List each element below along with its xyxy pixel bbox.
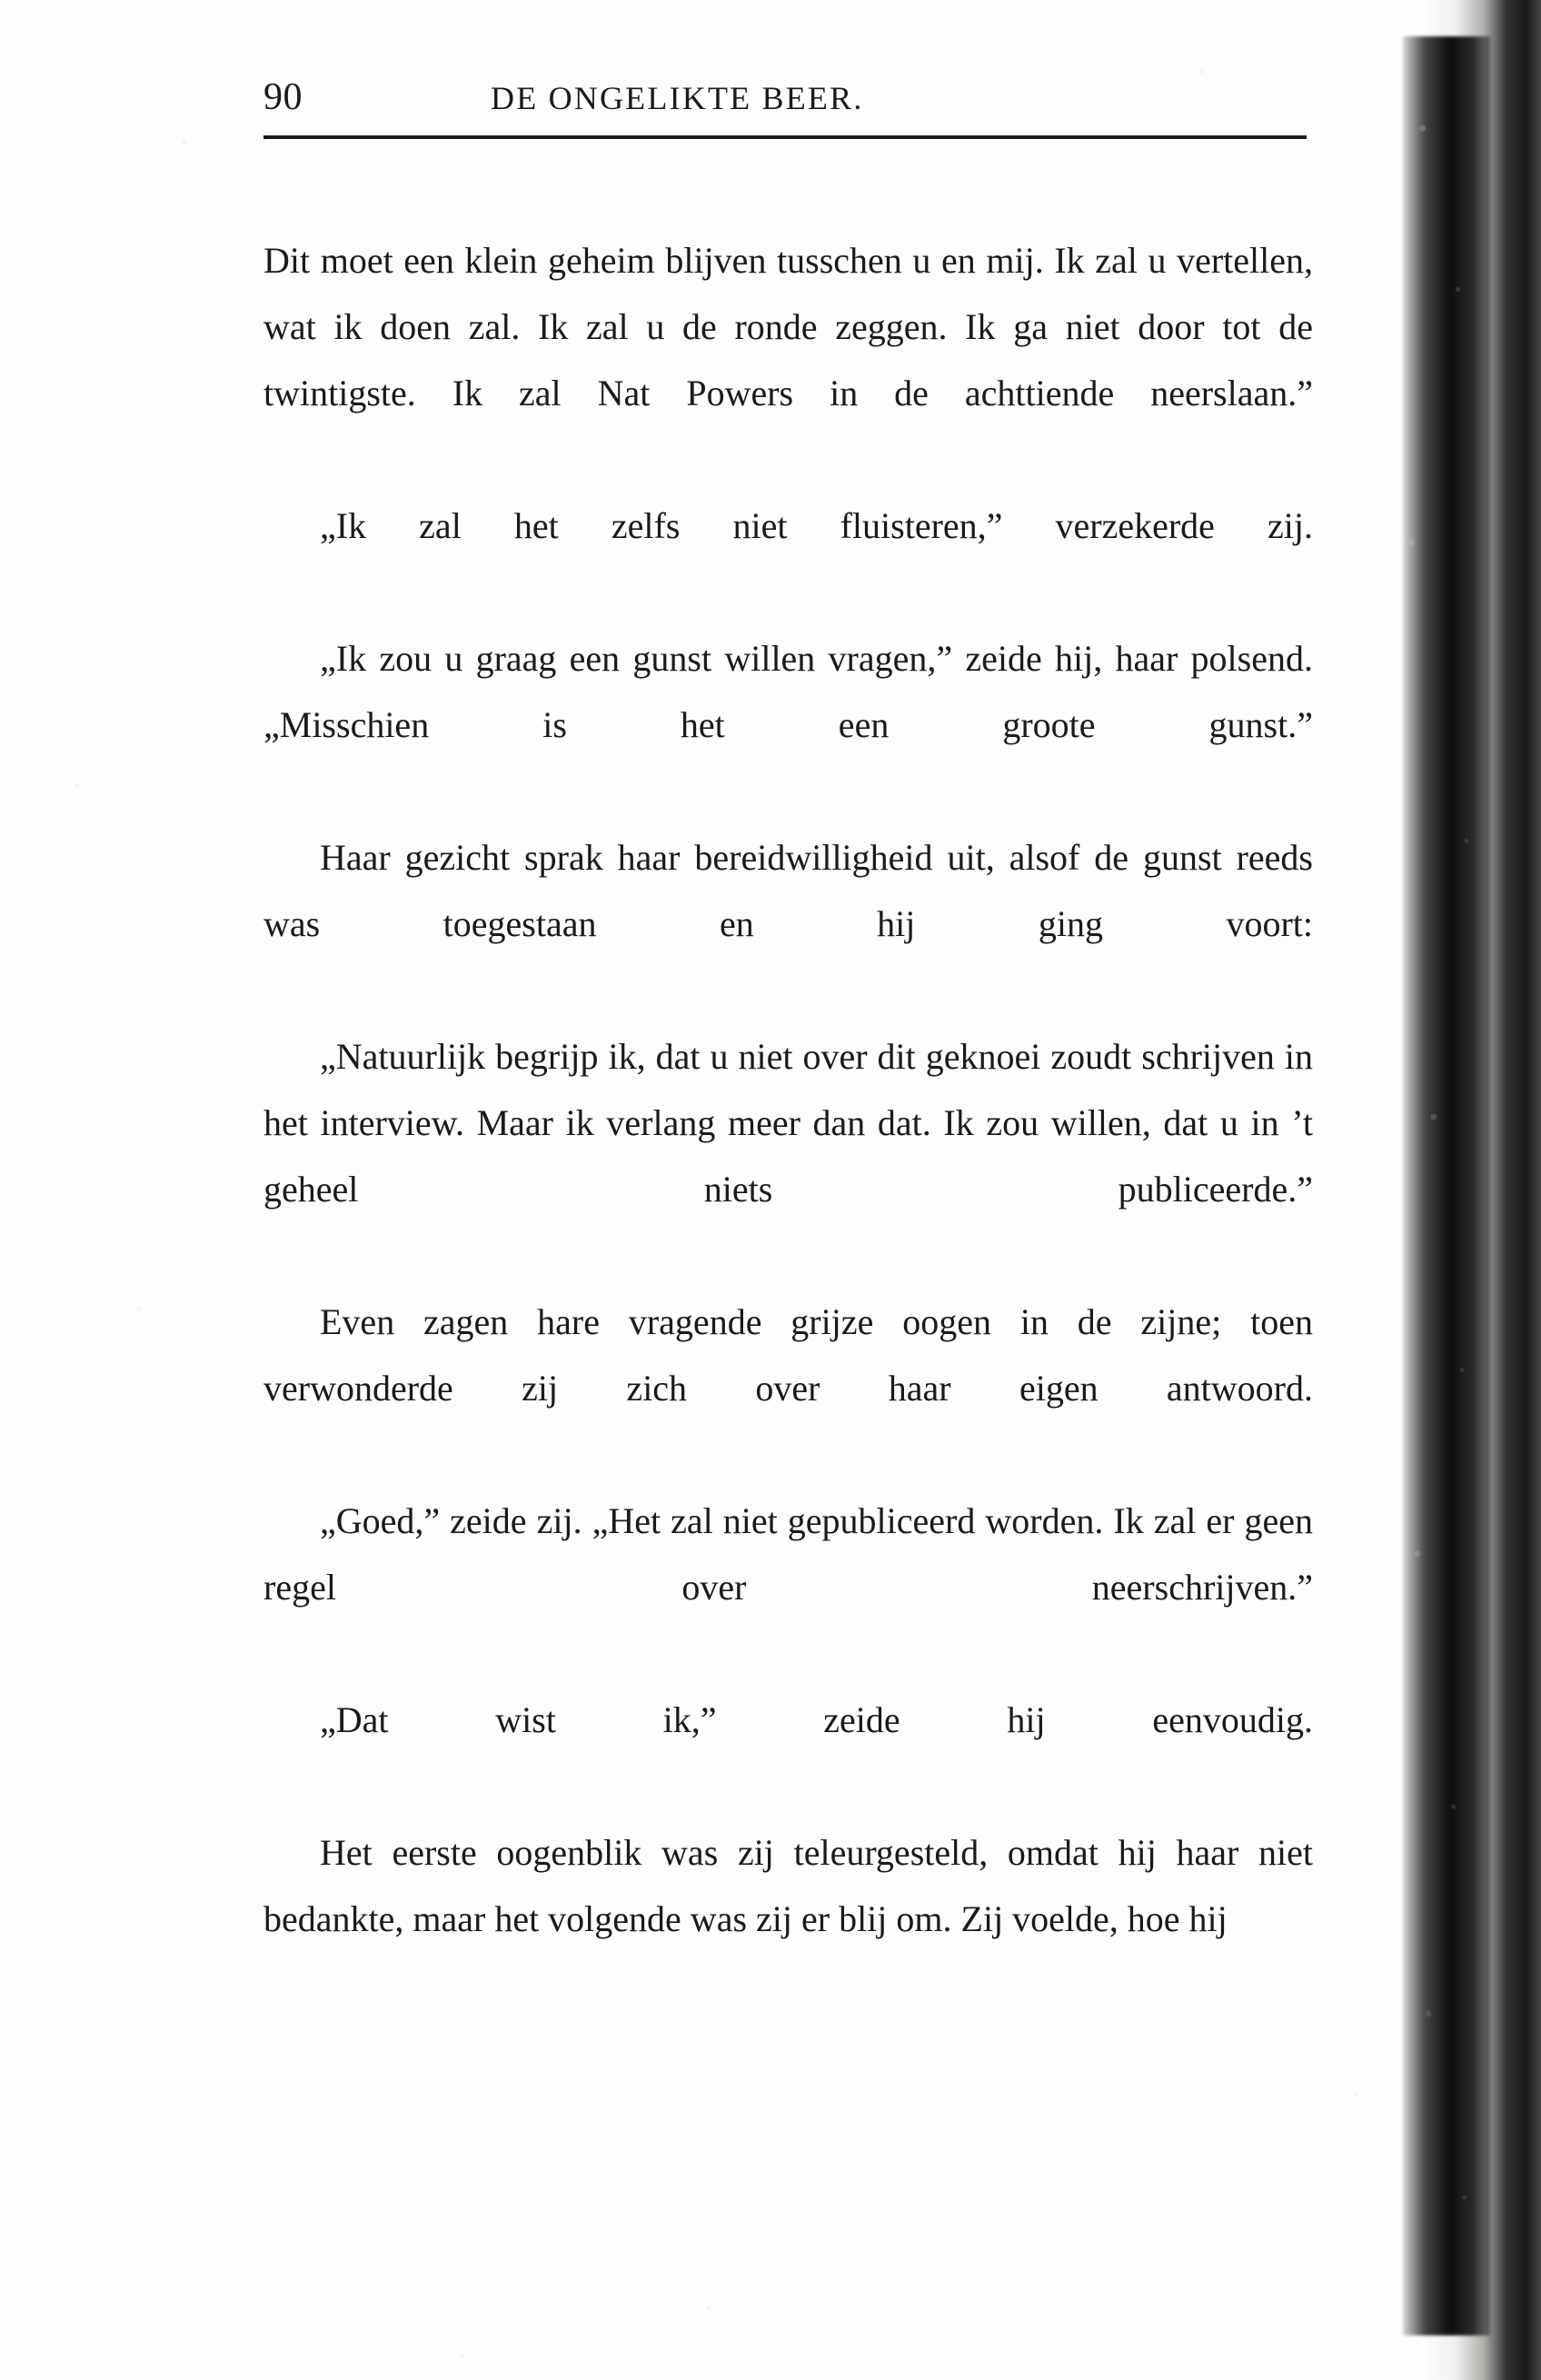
- paragraph: „Goed,” zeide zij. „Het zal niet gepubliceerd worden. Ik zal er geen regel over neerschrijven.”: [263, 1500, 1313, 1608]
- paragraph: Dit moet een klein geheim blijven tusschen u en mij. Ik zal u vertellen, wat ik doen zal. Ik zal u de ronde zeggen. Ik ga niet door tot de twintigste. Ik zal Nat Powers in de achttiende neerslaan.”: [263, 240, 1313, 413]
- paragraph: „Natuurlijk begrijp ik, dat u niet over dit geknoei zoudt schrijven in het interview. Maar ik verlang meer dan dat. Ik zou willen, dat u in ’t geheel niets publiceerde.”: [263, 1036, 1313, 1210]
- running-head: [263, 68, 1313, 132]
- page-content: [263, 68, 1313, 1952]
- paragraph: Haar gezicht sprak haar bereidwilligheid uit, alsof de gunst reeds was toegestaan en hij ging voort:: [263, 837, 1313, 944]
- paragraph: Even zagen hare vragende grijze oogen in de zijne; toen verwonderde zij zich over haar eigen antwoord.: [263, 1301, 1313, 1409]
- body-text: [263, 227, 1313, 1952]
- header-rule: [263, 135, 1307, 139]
- page-number: 90: [263, 76, 303, 118]
- paragraph: „Ik zou u graag een gunst willen vragen,” zeide hij, haar polsend. „Misschien is het een groote gunst.”: [263, 638, 1313, 745]
- paragraph: Het eerste oogenblik was zij teleurgesteld, omdat hij haar niet bedankte, maar het volgende was zij er blij om. Zij voelde, hoe hij: [263, 1832, 1313, 1939]
- chapter-title: DE ONGELIKTE BEER.: [491, 80, 864, 116]
- paragraph: „Dat wist ik,” zeide hij eenvoudig.: [320, 1699, 1313, 1740]
- paragraph: „Ik zal het zelfs niet fluisteren,” verzekerde zij.: [320, 505, 1313, 546]
